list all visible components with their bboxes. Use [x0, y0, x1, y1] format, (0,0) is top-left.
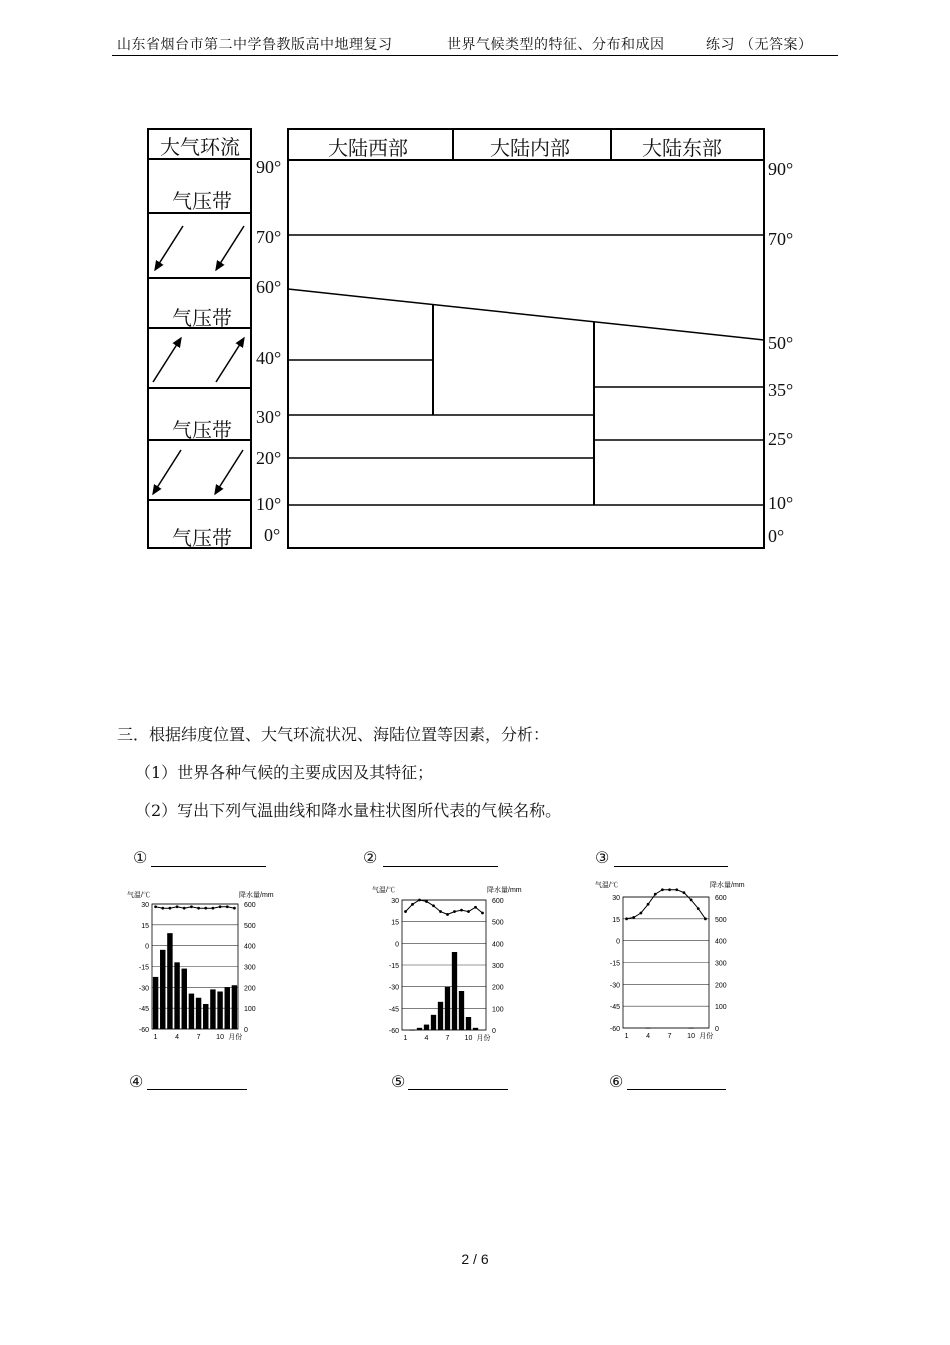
month-tick-label: 10	[464, 1035, 473, 1042]
temperature-point	[654, 893, 657, 896]
pressure-belt-label: 气压带	[172, 526, 232, 550]
precip-axis-label: 降水量/mm	[239, 892, 274, 899]
precip-tick-label: 100	[715, 1004, 727, 1012]
precip-tick-label: 600	[244, 902, 256, 909]
precip-bar	[445, 987, 450, 1030]
temperature-point	[632, 916, 635, 919]
precip-tick-label: 500	[715, 916, 727, 924]
precip-bar	[232, 985, 237, 1029]
precip-tick-label: 0	[492, 1028, 496, 1035]
temp-tick-label: 15	[141, 922, 149, 930]
precip-tick-label: 200	[492, 984, 504, 992]
latitude-label: 10°	[768, 493, 794, 513]
precip-bar	[424, 1025, 429, 1030]
temperature-point	[233, 907, 236, 910]
month-axis-label: 月份	[228, 1034, 243, 1041]
precip-tick-label: 400	[492, 941, 504, 949]
precip-tick-label: 200	[715, 982, 727, 990]
temperature-point	[647, 903, 650, 906]
latitude-label: 20°	[256, 448, 282, 468]
temperature-point	[704, 917, 707, 920]
latitude-label: 25°	[768, 429, 794, 449]
precip-bar	[153, 977, 158, 1029]
precip-tick-label: 500	[492, 919, 504, 927]
latitude-label: 90°	[768, 159, 794, 179]
latitude-label: 90°	[256, 157, 282, 177]
temperature-line	[406, 900, 483, 914]
temperature-point	[640, 912, 643, 915]
month-tick-label: 4	[175, 1034, 180, 1041]
answer-blank-5[interactable]	[408, 1089, 508, 1090]
precip-tick-label: 0	[715, 1026, 719, 1033]
month-tick-label: 10	[687, 1033, 695, 1040]
answer-blank-1[interactable]	[151, 866, 266, 867]
temperature-point	[439, 910, 442, 913]
temp-tick-label: -30	[388, 984, 399, 992]
month-axis-label: 月份	[699, 1033, 714, 1040]
pressure-belt-label: 气压带	[172, 189, 232, 213]
month-tick-label: 7	[667, 1033, 672, 1040]
temp-tick-label: -45	[388, 1006, 399, 1014]
wind-arrow	[216, 226, 244, 270]
month-tick-label: 1	[624, 1033, 629, 1040]
precip-bar	[182, 969, 187, 1029]
wind-arrow	[153, 338, 181, 382]
latitude-label: 50°	[768, 333, 794, 353]
latitude-label: 35°	[768, 380, 794, 400]
precip-bar	[417, 1028, 422, 1030]
blank-number: ⑤	[391, 1072, 406, 1091]
temperature-point	[212, 907, 215, 910]
precip-tick-label: 0	[244, 1027, 248, 1034]
precip-tick-label: 300	[492, 963, 504, 970]
precip-bar	[196, 998, 201, 1029]
temperature-point	[432, 904, 435, 907]
precip-bar	[438, 1002, 443, 1030]
column-header-east: 大陆东部	[642, 136, 722, 160]
temperature-point	[176, 905, 179, 908]
temperature-line	[156, 907, 235, 908]
blank-number: ③	[595, 848, 610, 867]
wind-arrow	[215, 450, 243, 494]
blank-number: ②	[363, 848, 378, 867]
temperature-point	[219, 905, 222, 908]
wind-arrow	[153, 450, 181, 494]
temp-tick-label: 0	[145, 943, 149, 951]
answer-blank-3[interactable]	[614, 866, 728, 867]
temp-tick-label: 30	[141, 902, 149, 909]
precip-bar	[203, 1004, 208, 1029]
blank-number: ⑥	[609, 1072, 624, 1091]
temp-tick-label: 0	[395, 941, 399, 949]
temp-tick-label: -45	[609, 1004, 620, 1012]
precip-bar	[410, 1030, 415, 1031]
precip-bar	[210, 989, 215, 1029]
climate-chart-2	[370, 880, 530, 1045]
precip-tick-label: 300	[244, 964, 256, 972]
latitude-label: 0°	[768, 526, 785, 546]
temperature-point	[154, 905, 157, 908]
temp-axis-label: 气温/℃	[595, 882, 618, 889]
temp-tick-label: -30	[138, 985, 149, 993]
precip-bar	[466, 1017, 471, 1030]
temperature-point	[404, 910, 407, 913]
latitude-label: 0°	[264, 525, 281, 545]
temp-tick-label: 30	[612, 895, 620, 902]
temp-axis-label: 气温/℃	[127, 892, 150, 899]
question-item-2: （2）写出下列气温曲线和降水量柱状图所代表的气候名称。	[135, 801, 562, 820]
precip-tick-label: 100	[244, 1006, 256, 1014]
month-tick-label: 7	[445, 1035, 450, 1042]
temperature-point	[683, 891, 686, 894]
pressure-belt-label: 气压带	[172, 306, 232, 330]
temperature-point	[425, 900, 428, 903]
month-tick-label: 4	[424, 1035, 429, 1042]
temperature-point	[675, 888, 678, 891]
precip-tick-label: 600	[492, 898, 504, 905]
precip-bar	[688, 1028, 693, 1029]
wind-arrow	[216, 338, 244, 382]
header-middle: 世界气候类型的特征、分布和成因	[447, 37, 665, 53]
precip-tick-label: 500	[244, 922, 256, 930]
precip-axis-label: 降水量/mm	[487, 887, 522, 894]
answer-blank-4[interactable]	[147, 1089, 247, 1090]
precip-bar	[473, 1028, 478, 1030]
month-tick-label: 4	[646, 1033, 651, 1040]
precip-bar	[174, 962, 179, 1029]
climate-chart-1	[125, 885, 274, 1050]
temperature-point	[661, 888, 664, 891]
header-right: 练习 （无答案）	[706, 37, 813, 53]
precip-tick-label: 200	[244, 985, 256, 993]
precip-tick-label: 300	[715, 960, 727, 968]
precip-bar	[160, 950, 165, 1029]
precip-bar	[225, 987, 230, 1029]
temp-tick-label: 30	[391, 898, 399, 905]
precip-axis-label: 降水量/mm	[710, 882, 745, 889]
temperature-point	[418, 899, 421, 902]
latitude-label: 70°	[256, 227, 282, 247]
temp-tick-label: 15	[391, 919, 399, 927]
temp-tick-label: -60	[609, 1026, 620, 1033]
temp-tick-label: -30	[609, 982, 620, 990]
temperature-point	[197, 907, 200, 910]
precip-bar	[452, 952, 457, 1030]
precip-bar	[217, 992, 222, 1030]
temp-tick-label: -45	[138, 1006, 149, 1014]
latitude-label: 40°	[256, 348, 282, 368]
temperature-point	[453, 910, 456, 913]
question-item-1: （1）世界各种气候的主要成因及其特征；	[135, 763, 434, 782]
temperature-point	[204, 907, 207, 910]
month-tick-label: 10	[216, 1034, 224, 1041]
temp-tick-label: -15	[138, 964, 149, 972]
climate-table-figure	[0, 0, 950, 600]
temperature-point	[690, 899, 693, 902]
precip-bar	[167, 933, 172, 1029]
precip-bar	[645, 1028, 650, 1029]
question-title: 三．根据纬度位置、大气环流状况、海陆位置等因素，分析：	[117, 725, 550, 744]
precip-tick-label: 600	[715, 895, 727, 902]
temperature-point	[474, 906, 477, 909]
latitude-label: 60°	[256, 277, 282, 297]
temperature-point	[190, 905, 193, 908]
latitude-label: 10°	[256, 494, 282, 514]
temperature-point	[411, 903, 414, 906]
temperature-line	[627, 890, 706, 919]
precip-tick-label: 400	[244, 943, 256, 951]
temperature-point	[446, 913, 449, 916]
month-tick-label: 7	[196, 1034, 201, 1041]
pressure-belt-label: 气压带	[172, 418, 232, 442]
wind-arrow	[155, 226, 183, 270]
temperature-point	[169, 907, 172, 910]
month-tick-label: 1	[153, 1034, 158, 1041]
page-number: 2 / 6	[461, 1251, 489, 1267]
temperature-point	[161, 907, 164, 910]
temp-tick-label: -60	[138, 1027, 149, 1034]
temperature-point	[226, 905, 229, 908]
temperature-point	[668, 888, 671, 891]
blank-number: ①	[133, 848, 148, 867]
answer-blank-2[interactable]	[383, 866, 498, 867]
precip-bar	[431, 1015, 436, 1030]
precip-tick-label: 400	[715, 938, 727, 946]
temp-tick-label: 0	[616, 938, 620, 946]
temperature-point	[625, 917, 628, 920]
temp-axis-label: 气温/℃	[372, 887, 395, 894]
latitude-label: 30°	[256, 407, 282, 427]
temperature-point	[697, 907, 700, 910]
blank-number: ④	[129, 1072, 144, 1091]
precip-bar	[189, 994, 194, 1029]
temperature-point	[460, 909, 463, 912]
precip-tick-label: 100	[492, 1006, 504, 1014]
answer-blank-6[interactable]	[627, 1089, 726, 1090]
column-header-west: 大陆西部	[328, 136, 408, 160]
temperature-point	[481, 912, 484, 915]
temp-tick-label: -15	[609, 960, 620, 968]
climate-chart-3	[593, 875, 753, 1045]
temperature-point	[183, 907, 186, 910]
month-tick-label: 1	[403, 1035, 408, 1042]
temp-tick-label: -15	[388, 963, 399, 970]
header-left: 山东省烟台市第二中学鲁教版高中地理复习	[117, 37, 393, 53]
temp-tick-label: 15	[612, 916, 620, 924]
month-axis-label: 月份	[476, 1035, 491, 1042]
precip-bar	[459, 991, 464, 1030]
table-left-header: 大气环流	[160, 135, 240, 159]
column-header-interior: 大陆内部	[490, 136, 570, 160]
temperature-point	[467, 910, 470, 913]
temp-tick-label: -60	[388, 1028, 399, 1035]
latitude-label: 70°	[768, 229, 794, 249]
